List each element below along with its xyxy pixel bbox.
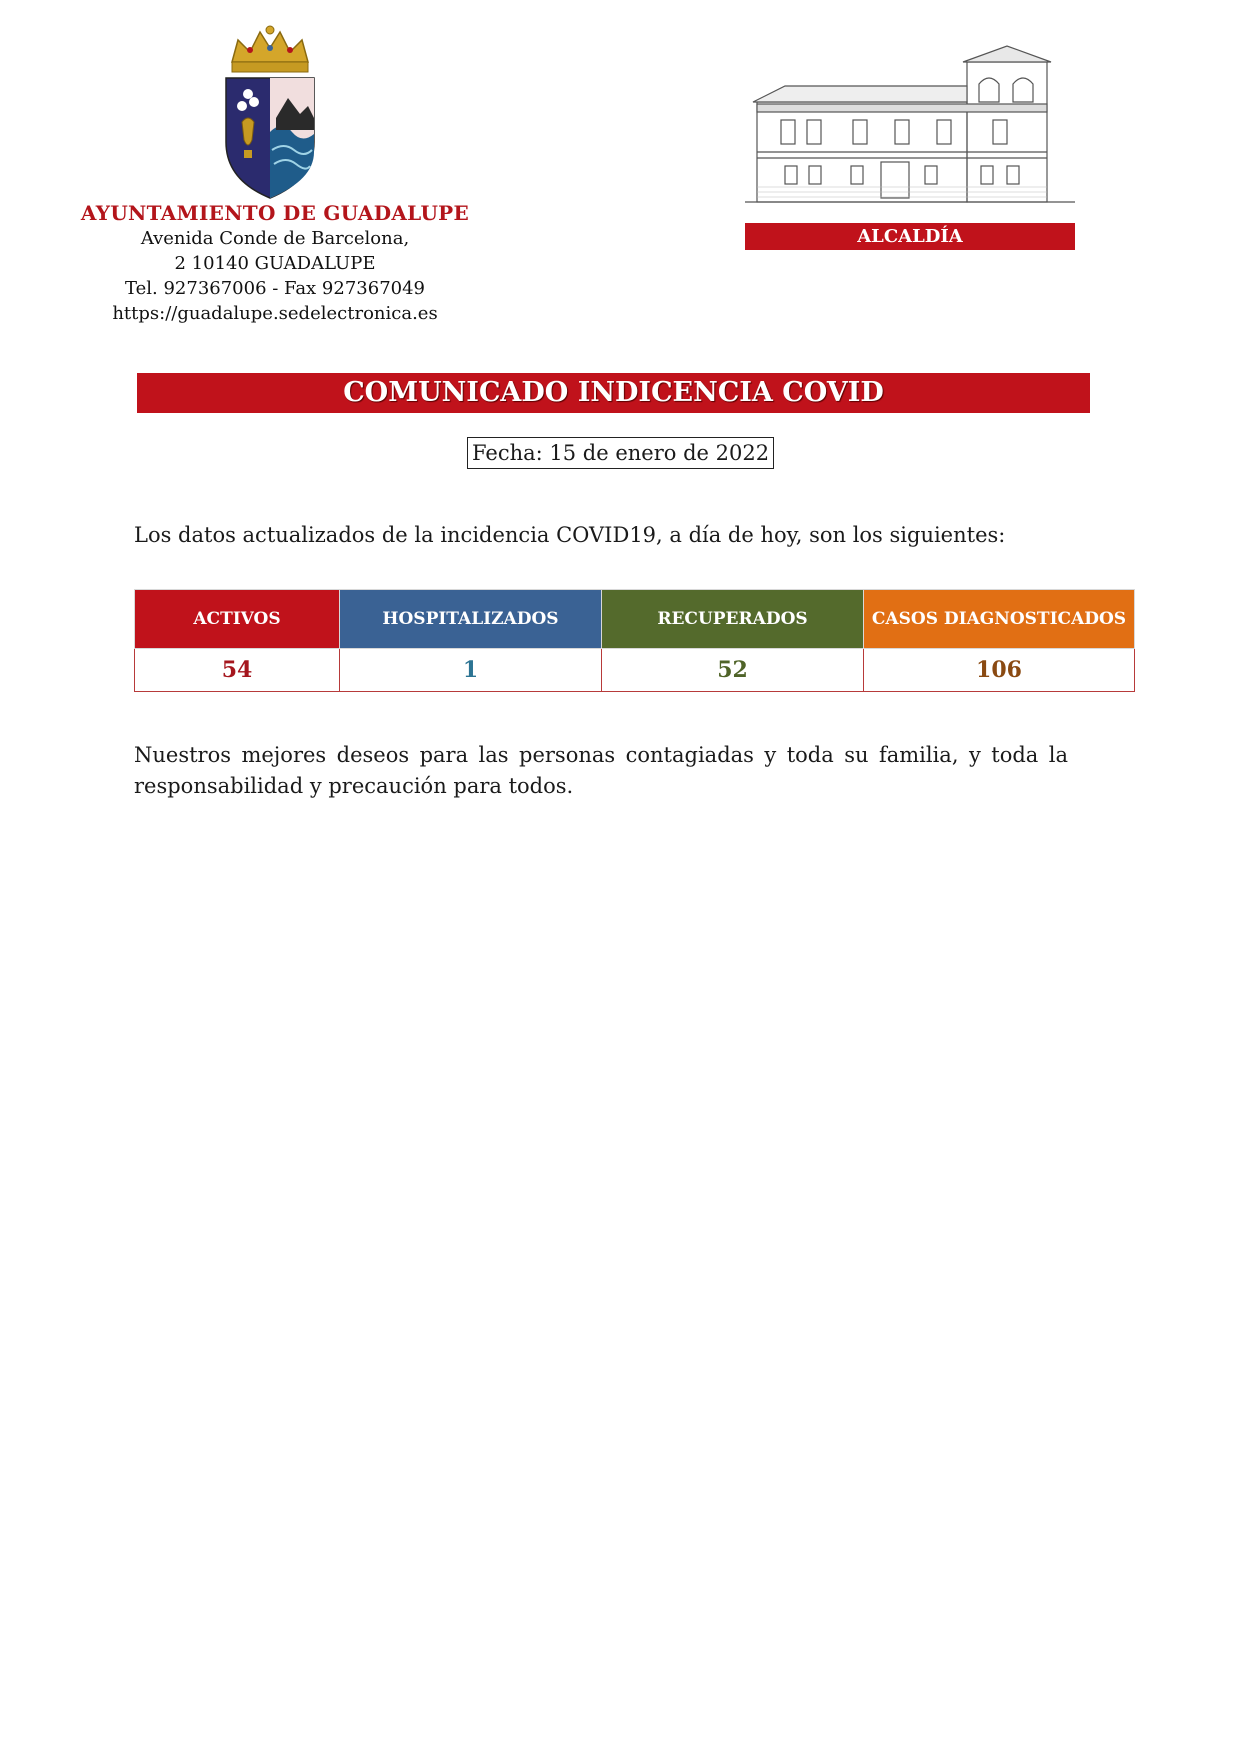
intro-paragraph: Los datos actualizados de la incidencia COVID19, a día de hoy, son los siguientes: bbox=[134, 523, 1006, 547]
website-link[interactable]: https://guadalupe.sedelectronica.es bbox=[112, 303, 438, 324]
header-activos: ACTIVOS bbox=[135, 590, 340, 649]
value-casos-diagnosticados: 106 bbox=[864, 649, 1135, 692]
value-activos: 54 bbox=[135, 649, 340, 692]
header-casos-diagnosticados: CASOS DIAGNOSTICADOS bbox=[864, 590, 1135, 649]
phone-fax: Tel. 927367006 - Fax 927367049 bbox=[125, 278, 425, 299]
closing-paragraph: Nuestros mejores deseos para las personas contagiadas y toda su familia, y toda la responsabilidad y precaución para todos. bbox=[134, 743, 1068, 798]
header-hospitalizados: HOSPITALIZADOS bbox=[340, 590, 602, 649]
header-recuperados: RECUPERADOS bbox=[602, 590, 864, 649]
coat-of-arms-icon bbox=[220, 22, 320, 202]
table-header-row bbox=[135, 590, 1135, 649]
document-title: COMUNICADO INDICENCIA COVID bbox=[137, 373, 1090, 413]
address-line-postal: 2 10140 GUADALUPE bbox=[174, 253, 376, 274]
department-label: ALCALDÍA bbox=[745, 223, 1075, 250]
covid-stats-table bbox=[134, 589, 1135, 692]
organization-name: AYUNTAMIENTO DE GUADALUPE bbox=[80, 201, 470, 225]
value-recuperados: 52 bbox=[602, 649, 864, 692]
value-hospitalizados: 1 bbox=[340, 649, 602, 692]
address-line: Avenida Conde de Barcelona, bbox=[140, 228, 410, 249]
organization-header bbox=[80, 200, 470, 326]
document-date: Fecha: 15 de enero de 2022 bbox=[467, 437, 774, 469]
town-hall-building-icon bbox=[745, 42, 1075, 207]
table-row bbox=[135, 649, 1135, 692]
